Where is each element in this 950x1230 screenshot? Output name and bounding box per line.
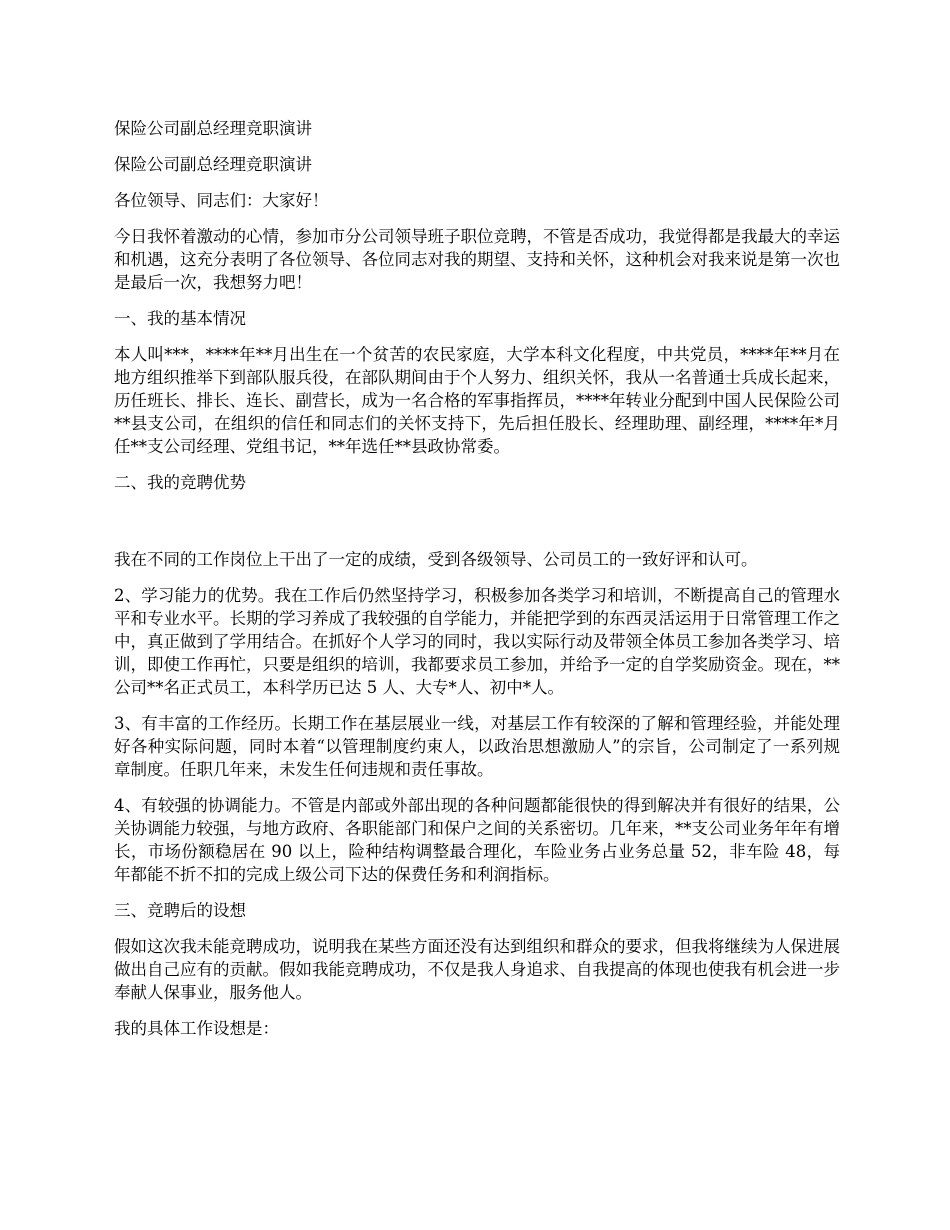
advantages-paragraph-1: 我在不同的工作岗位上干出了一定的成绩，受到各级领导、公司员工的一致好评和认可。 <box>114 550 758 569</box>
blank-gap <box>114 507 840 548</box>
header-title: 保险公司副总经理竞职演讲 <box>114 119 312 138</box>
section-heading-plans: 三、竞聘后的设想 <box>114 901 246 920</box>
greeting: 各位领导、同志们：大家好！ <box>114 191 329 210</box>
document-title: 保险公司副总经理竞职演讲 <box>114 155 312 174</box>
section-heading-basic-info: 一、我的基本情况 <box>114 309 246 328</box>
intro-paragraph: 今日我怀着激动的心情，参加市分公司领导班子职位竞聘，不管是否成功，我觉得都是我最大的幸运和机遇，这充分表明了各位领导、各位同志对我的期望、支持和关怀，这种机会对我来说是第一次也是最后一次，我想努力吧！ <box>114 227 840 292</box>
plans-intro: 我的具体工作设想是： <box>114 1019 279 1038</box>
advantages-paragraph-2: 2、学习能力的优势。我在工作后仍然坚持学习，积极参加各类学习和培训，不断提高自己的管理水平和专业水平。长期的学习养成了我较强的自学能力，并能把学到的东西灵活运用于日常管理工作之中，真正做到了学用结合。在抓好个人学习的同时，我以实际行动及带领全体员工参加各类学习、培训，即使工作再忙，只要是组织的培训，我都要求员工参加，并给予一定的自学奖励资金。现在，**公司**名正式员工，本科学历已达 5 人、大专*人、初中*人。 <box>114 586 840 697</box>
advantages-paragraph-3: 3、有丰富的工作经历。长期工作在基层展业一线，对基层工作有较深的了解和管理经验，并能处理好各种实际问题，同时本着“以管理制度约束人，以政治思想激励人”的宗旨，公司制定了一系列规章制度。任职几年来，未发生任何违规和责任事故。 <box>114 714 840 779</box>
document-body <box>114 117 840 1053</box>
plans-paragraph: 假如这次我未能竞聘成功，说明我在某些方面还没有达到组织和群众的要求，但我将继续为人保进展做出自己应有的贡献。假如我能竞聘成功，不仅是我人身追求、自我提高的体现也使我有机会进一步奉献人保事业，服务他人。 <box>114 937 840 1002</box>
section-heading-advantages: 二、我的竞聘优势 <box>114 473 246 492</box>
advantages-paragraph-4: 4、有较强的协调能力。不管是内部或外部出现的各种问题都能很快的得到解决并有很好的结果，公关协调能力较强，与地方政府、各职能部门和保户之间的关系密切。几年来，**支公司业务年年有增长，市场份额稳居在 90 以上，险种结构调整最合理化，车险业务占业务总量 52，非车险 48，每年都能不折不扣的完成上级公司下达的保费任务和利润指标。 <box>114 796 840 884</box>
basic-info-paragraph: 本人叫***，****年**月出生在一个贫苦的农民家庭，大学本科文化程度，中共党员，****年**月在地方组织推举下到部队服兵役，在部队期间由于个人努力、组织关怀，我从一名普通士兵成长起来，历任班长、排长、连长、副营长，成为一名合格的军事指挥员，****年转业分配到中国人民保险公司**县支公司，在组织的信任和同志们的关怀支持下，先后担任股长、经理助理、副经理，****年*月任**支公司经理、党组书记，**年选任**县政协常委。 <box>114 345 840 456</box>
